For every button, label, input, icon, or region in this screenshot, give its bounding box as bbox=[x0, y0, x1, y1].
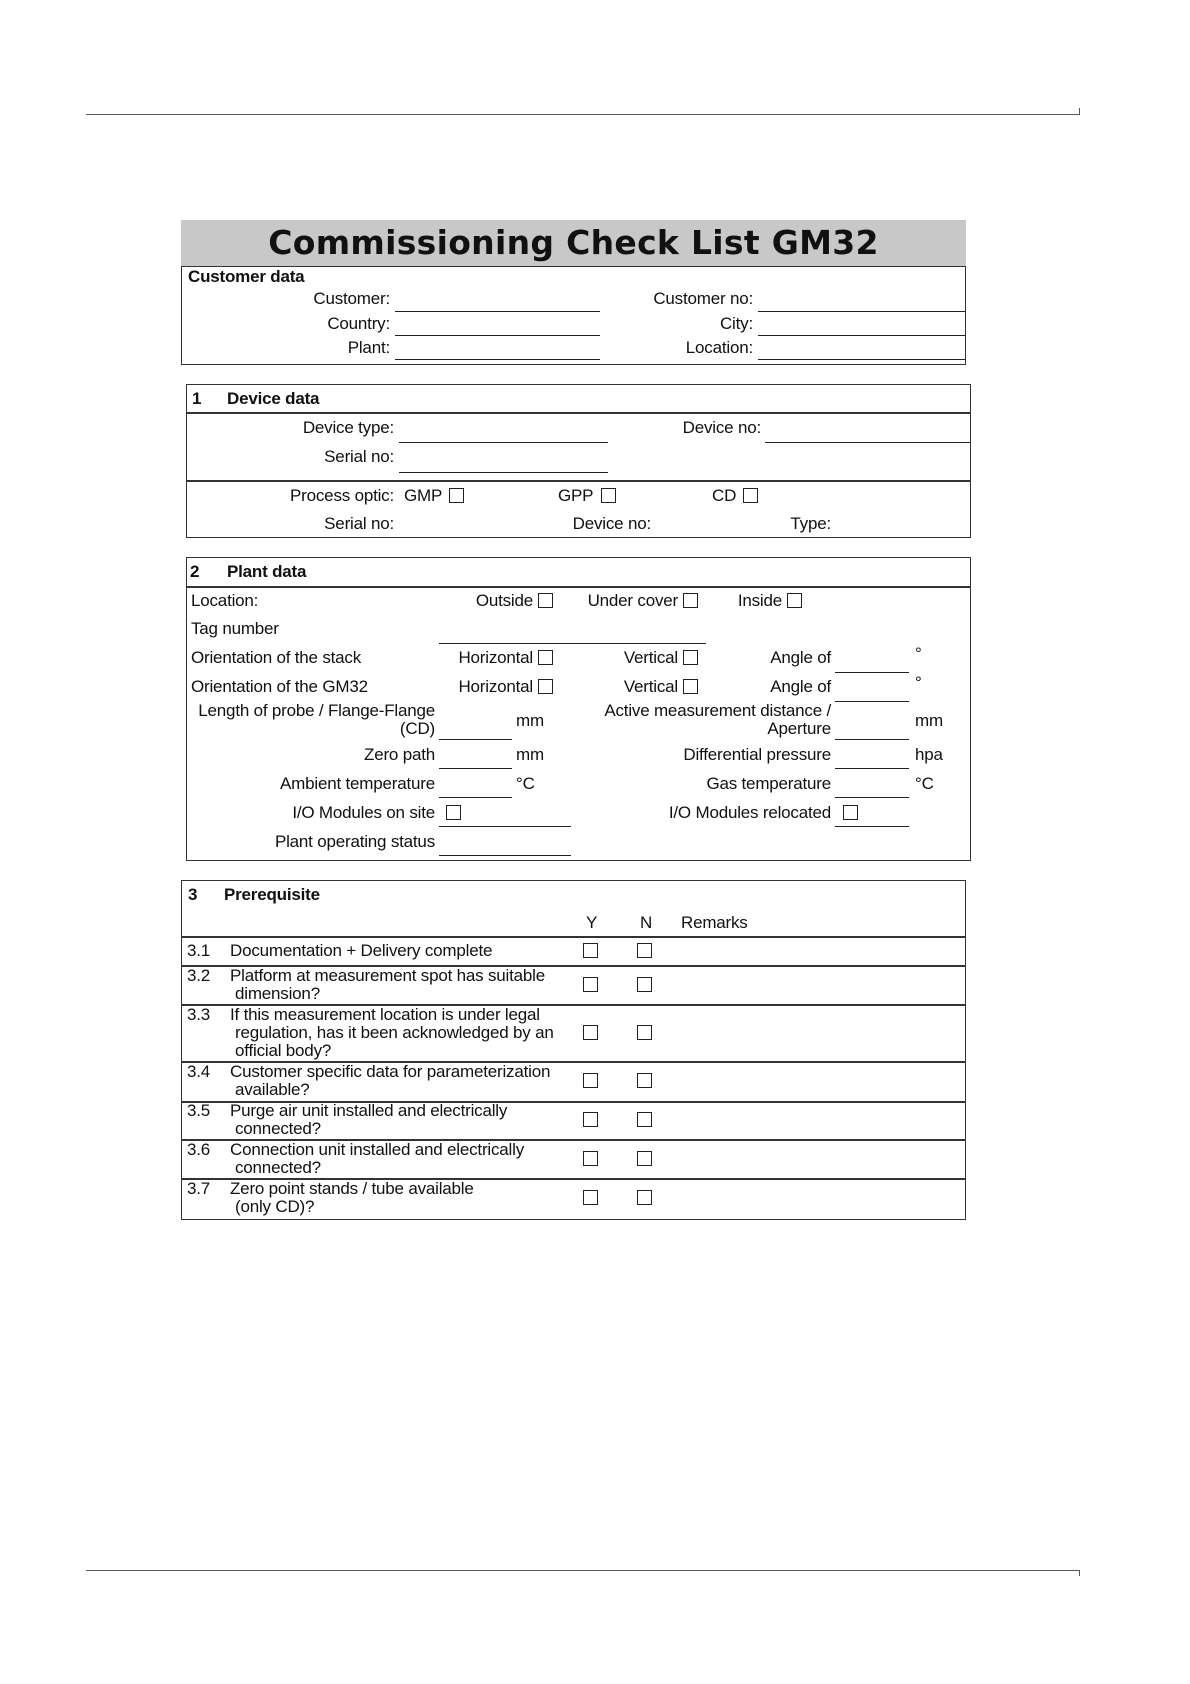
process-optic-label: Process optic: bbox=[290, 486, 394, 505]
prereq-item-text: Purge air unit installed and electrically bbox=[230, 1101, 508, 1120]
prereq-header-divider bbox=[181, 936, 966, 938]
tag-number-field[interactable] bbox=[439, 643, 706, 644]
prereq-yes-checkbox[interactable] bbox=[583, 1151, 598, 1166]
prereq-no-checkbox[interactable] bbox=[637, 977, 652, 992]
zero-path-unit: mm bbox=[516, 745, 544, 764]
prereq-item-number: 3.5 bbox=[187, 1101, 211, 1120]
io-on-site-label: I/O Modules on site bbox=[292, 803, 435, 822]
col-remarks-header: Remarks bbox=[681, 913, 748, 932]
prereq-item-text: Connection unit installed and electrically bbox=[230, 1140, 524, 1159]
cd-label: CD bbox=[712, 486, 737, 505]
device-data-heading: Device data bbox=[227, 389, 320, 408]
header-rule bbox=[86, 114, 1080, 115]
active-distance-label-aperture: Aperture bbox=[767, 719, 831, 738]
active-distance-unit: mm bbox=[915, 711, 943, 730]
prereq-yes-checkbox[interactable] bbox=[583, 943, 598, 958]
col-yes-header: Y bbox=[586, 913, 598, 932]
stack-vertical-checkbox[interactable] bbox=[683, 650, 698, 665]
under-cover-label: Under cover bbox=[587, 591, 678, 610]
prereq-item-text: Documentation + Delivery complete bbox=[230, 941, 493, 960]
header-rule-tick bbox=[1079, 108, 1080, 114]
prereq-item-text: Platform at measurement spot has suitable bbox=[230, 966, 545, 985]
prereq-item-number: 3.1 bbox=[187, 941, 211, 960]
gm32-vertical-checkbox[interactable] bbox=[683, 679, 698, 694]
stack-horizontal-checkbox[interactable] bbox=[538, 650, 553, 665]
plant-section-number: 2 bbox=[190, 562, 200, 581]
stack-angle-unit: ° bbox=[915, 644, 922, 663]
optic-serial-no-label: Serial no: bbox=[324, 514, 394, 533]
city-field[interactable] bbox=[758, 335, 965, 336]
ambient-temp-field[interactable] bbox=[439, 797, 512, 798]
customer-field[interactable] bbox=[395, 311, 600, 312]
prerequisite-section-number: 3 bbox=[188, 885, 198, 904]
plant-data-heading: Plant data bbox=[227, 562, 307, 581]
stack-angle-field[interactable] bbox=[835, 672, 909, 673]
prereq-item-text: Customer specific data for parameterization bbox=[230, 1062, 551, 1081]
plant-field[interactable] bbox=[395, 359, 600, 360]
io-on-site-checkbox[interactable] bbox=[446, 805, 461, 820]
prereq-yes-checkbox[interactable] bbox=[583, 1025, 598, 1040]
orientation-gm32-label: Orientation of the GM32 bbox=[191, 677, 368, 696]
gm32-horizontal-checkbox[interactable] bbox=[538, 679, 553, 694]
page-title: Commissioning Check List GM32 bbox=[181, 220, 966, 266]
prereq-item-number: 3.2 bbox=[187, 966, 211, 985]
cd-checkbox[interactable] bbox=[743, 488, 758, 503]
gm32-angle-unit: ° bbox=[915, 673, 922, 692]
device-section-number: 1 bbox=[192, 389, 202, 408]
plant-label: Plant: bbox=[347, 338, 390, 357]
gas-temp-label: Gas temperature bbox=[706, 774, 831, 793]
prereq-no-checkbox[interactable] bbox=[637, 1073, 652, 1088]
prereq-no-checkbox[interactable] bbox=[637, 943, 652, 958]
stack-vertical-label: Vertical bbox=[623, 648, 678, 667]
customer-label: Customer: bbox=[313, 289, 390, 308]
prereq-item-text: official body? bbox=[235, 1041, 332, 1060]
prereq-no-checkbox[interactable] bbox=[637, 1151, 652, 1166]
gas-temp-field[interactable] bbox=[835, 797, 909, 798]
city-label: City: bbox=[719, 314, 753, 333]
io-on-site-field[interactable] bbox=[439, 826, 571, 827]
prereq-yes-checkbox[interactable] bbox=[583, 977, 598, 992]
prereq-yes-checkbox[interactable] bbox=[583, 1190, 598, 1205]
gpp-checkbox[interactable] bbox=[601, 488, 616, 503]
customer-no-field[interactable] bbox=[758, 311, 965, 312]
customer-data-heading: Customer data bbox=[188, 267, 305, 286]
tag-number-label: Tag number bbox=[191, 619, 279, 638]
active-distance-label: Active measurement distance / bbox=[604, 701, 831, 720]
stack-angle-label: Angle of bbox=[770, 648, 831, 667]
diff-pressure-label: Differential pressure bbox=[683, 745, 831, 764]
probe-length-unit: mm bbox=[516, 711, 544, 730]
gmp-checkbox[interactable] bbox=[449, 488, 464, 503]
zero-path-field[interactable] bbox=[439, 768, 512, 769]
probe-length-label: Length of probe / Flange-Flange bbox=[198, 701, 435, 720]
device-no-field[interactable] bbox=[765, 442, 970, 443]
gm32-angle-field[interactable] bbox=[835, 701, 909, 702]
io-relocated-label: I/O Modules relocated bbox=[668, 803, 831, 822]
optic-device-no-label: Device no: bbox=[572, 514, 651, 533]
ambient-temp-label: Ambient temperature bbox=[280, 774, 435, 793]
location-label: Location: bbox=[685, 338, 753, 357]
diff-pressure-unit: hpa bbox=[915, 745, 943, 764]
outside-label: Outside bbox=[475, 591, 533, 610]
orientation-stack-label: Orientation of the stack bbox=[191, 648, 362, 667]
footer-rule bbox=[86, 1570, 1080, 1571]
gpp-label: GPP bbox=[558, 486, 594, 505]
operating-status-field[interactable] bbox=[439, 855, 571, 856]
prereq-yes-checkbox[interactable] bbox=[583, 1112, 598, 1127]
prereq-item-number: 3.7 bbox=[187, 1179, 211, 1198]
prereq-item-text: If this measurement location is under legal bbox=[230, 1005, 540, 1024]
prereq-no-checkbox[interactable] bbox=[637, 1190, 652, 1205]
col-no-header: N bbox=[640, 913, 653, 932]
probe-length-field[interactable] bbox=[439, 739, 512, 740]
operating-status-label: Plant operating status bbox=[274, 832, 435, 851]
country-label: Country: bbox=[327, 314, 390, 333]
prereq-item-text: Zero point stands / tube available bbox=[230, 1179, 474, 1198]
under-cover-checkbox[interactable] bbox=[683, 593, 698, 608]
active-distance-field[interactable] bbox=[835, 739, 909, 740]
ambient-temp-unit: °C bbox=[516, 774, 535, 793]
gm32-vertical-label: Vertical bbox=[623, 677, 678, 696]
inside-checkbox[interactable] bbox=[787, 593, 802, 608]
io-relocated-checkbox[interactable] bbox=[843, 805, 858, 820]
prereq-item-text: dimension? bbox=[235, 984, 320, 1003]
device-type-field[interactable] bbox=[399, 442, 608, 443]
stack-horizontal-label: Horizontal bbox=[458, 648, 533, 667]
prereq-no-checkbox[interactable] bbox=[637, 1025, 652, 1040]
device-no-label: Device no: bbox=[682, 418, 761, 437]
device-optic-divider bbox=[186, 480, 971, 482]
gmp-label: GMP bbox=[404, 486, 443, 505]
prereq-no-checkbox[interactable] bbox=[637, 1112, 652, 1127]
serial-no-field[interactable] bbox=[399, 472, 608, 473]
gm32-horizontal-label: Horizontal bbox=[458, 677, 533, 696]
prereq-item-number: 3.4 bbox=[187, 1062, 211, 1081]
zero-path-label: Zero path bbox=[364, 745, 435, 764]
prereq-item-text: connected? bbox=[235, 1119, 321, 1138]
country-field[interactable] bbox=[395, 335, 600, 336]
prereq-item-number: 3.6 bbox=[187, 1140, 211, 1159]
gas-temp-unit: °C bbox=[915, 774, 934, 793]
prereq-item-text: connected? bbox=[235, 1158, 321, 1177]
io-relocated-field[interactable] bbox=[835, 826, 909, 827]
prerequisite-heading: Prerequisite bbox=[224, 885, 320, 904]
location-field[interactable] bbox=[758, 359, 965, 360]
customer-no-label: Customer no: bbox=[653, 289, 753, 308]
inside-label: Inside bbox=[737, 591, 782, 610]
probe-length-label-cd: (CD) bbox=[399, 719, 435, 738]
prereq-item-text: regulation, has it been acknowledged by an bbox=[235, 1023, 554, 1042]
outside-checkbox[interactable] bbox=[538, 593, 553, 608]
prereq-item-number: 3.3 bbox=[187, 1005, 211, 1024]
prereq-item-text: (only CD)? bbox=[235, 1197, 315, 1216]
serial-no-label: Serial no: bbox=[324, 447, 394, 466]
prereq-yes-checkbox[interactable] bbox=[583, 1073, 598, 1088]
plant-location-label: Location: bbox=[191, 591, 259, 610]
optic-type-label: Type: bbox=[790, 514, 831, 533]
prereq-item-text: available? bbox=[235, 1080, 310, 1099]
diff-pressure-field[interactable] bbox=[835, 768, 909, 769]
device-type-label: Device type: bbox=[302, 418, 394, 437]
gm32-angle-label: Angle of bbox=[770, 677, 831, 696]
footer-rule-tick bbox=[1079, 1570, 1080, 1576]
plant-heading-divider bbox=[186, 586, 971, 588]
device-heading-divider bbox=[186, 412, 971, 414]
